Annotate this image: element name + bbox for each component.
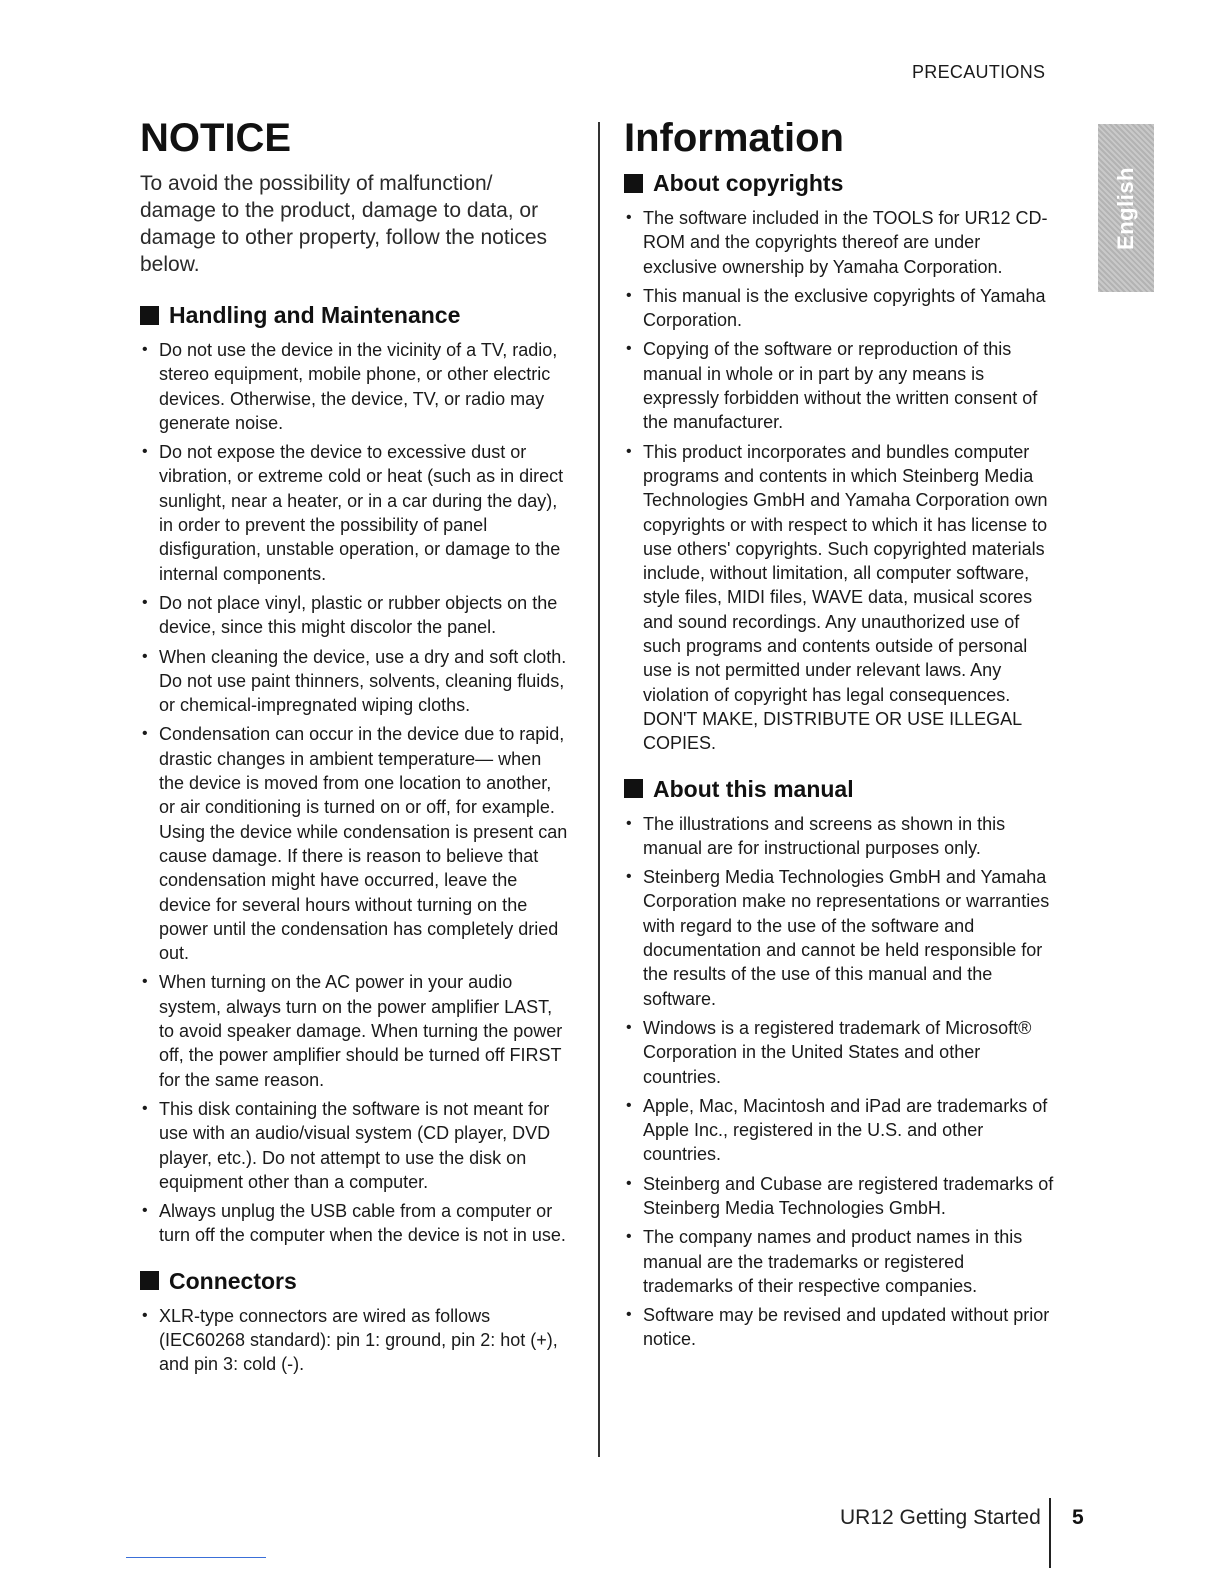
notice-intro: To avoid the possibility of malfunction/ damage to the product, damage to data, or damage to other property, follow the notices below.	[140, 172, 548, 276]
list-item: • When turning on the AC power in your audio system, always turn on the power amplifier LAST, to avoid speaker damage. When turning the power off, the power amplifier should be turned off FIRST for the same reason.	[140, 970, 570, 1091]
heading-square-icon	[140, 306, 159, 325]
list-item: • Steinberg and Cubase are registered trademarks of Steinberg Media Technologies GmbH.	[624, 1172, 1054, 1221]
notice-title: NOTICE	[140, 116, 292, 160]
list-item: • XLR-type connectors are wired as follows (IEC60268 standard): pin 1: ground, pin 2: hot (+), and pin 3: cold (-).	[140, 1304, 570, 1377]
copyrights-heading-text: About copyrights	[653, 170, 844, 196]
manual-heading	[624, 774, 1054, 804]
connectors-list	[140, 1304, 570, 1377]
connectors-heading-text: Connectors	[169, 1267, 297, 1294]
list-item: • Do not place vinyl, plastic or rubber objects on the device, since this might discolor the panel.	[140, 591, 570, 640]
language-tab	[1098, 124, 1154, 292]
manual-heading-text: About this manual	[653, 775, 854, 802]
list-item: • The illustrations and screens as shown in this manual are for instructional purposes only.	[624, 812, 1054, 861]
handling-heading	[140, 300, 570, 330]
footer-divider	[1049, 1498, 1051, 1568]
list-item: • Do not use the device in the vicinity of a TV, radio, stereo equipment, mobile phone, or other electric devices. Otherwise, the device, TV, or radio may generate noise.	[140, 338, 570, 435]
column-divider	[598, 122, 600, 1457]
list-item: • Windows is a registered trademark of Microsoft® Corporation in the United States and other countries.	[624, 1016, 1054, 1089]
list-item: • When cleaning the device, use a dry and soft cloth. Do not use paint thinners, solvents, cleaning fluids, or chemical-impregnated wiping cloths.	[140, 645, 570, 718]
list-item: • Always unplug the USB cable from a computer or turn off the computer when the device is not in use.	[140, 1199, 570, 1248]
copyrights-heading	[624, 168, 1054, 198]
language-tab-label: English	[1113, 166, 1138, 250]
heading-square-icon	[140, 1271, 159, 1290]
page-number: 5	[1072, 1506, 1084, 1529]
list-item: • This product incorporates and bundles computer programs and contents in which Steinberg Media Technologies GmbH and Yamaha Corporation own copyrights or with respect to which it has license to use others' copyrights. Such copyrighted materials include, without limitation, all computer software, style files, MIDI files, WAVE data, musical scores and sound recordings. Any unauthorized use of such programs and contents outside of personal use is not permitted under relevant laws. Any violation of copyright has legal consequences. DON'T MAKE, DISTRIBUTE OR USE ILLEGAL COPIES.	[624, 440, 1054, 756]
heading-square-icon	[624, 779, 643, 798]
heading-square-icon	[624, 174, 643, 193]
list-item: • Do not expose the device to excessive dust or vibration, or extreme cold or heat (such as in direct sunlight, near a heater, or in a car during the day), in order to prevent the possibility of panel disfiguration, unstable operation, or damage to the internal components.	[140, 440, 570, 586]
information-title: Information	[624, 116, 844, 160]
handling-heading-text: Handling and Maintenance	[169, 302, 461, 328]
list-item: • Copying of the software or reproduction of this manual in whole or in part by any means is expressly forbidden without the written consent of the manufacturer.	[624, 337, 1054, 434]
list-item: • Software may be revised and updated without prior notice.	[624, 1303, 1054, 1352]
list-item: • This manual is the exclusive copyrights of Yamaha Corporation.	[624, 284, 1054, 333]
list-item: • Steinberg Media Technologies GmbH and Yamaha Corporation make no representations or warranties with regard to the use of the software and documentation and cannot be held responsible for the results of the use of this manual and the software.	[624, 865, 1054, 1011]
manual-list	[624, 812, 1054, 1352]
bottom-rule	[126, 1557, 266, 1558]
list-item: • Apple, Mac, Macintosh and iPad are trademarks of Apple Inc., registered in the U.S. and other countries.	[624, 1094, 1054, 1167]
list-item: • The software included in the TOOLS for UR12 CD-ROM and the copyrights thereof are under exclusive ownership by Yamaha Corporation.	[624, 206, 1054, 279]
list-item: • Condensation can occur in the device due to rapid, drastic changes in ambient temperature— when the device is moved from one location to another, or air conditioning is turned on or off, for example. Using the device while condensation is present can cause damage. If there is reason to believe that condensation might have occurred, leave the device for several hours without turning on the power until the condensation has completely dried out.	[140, 722, 570, 965]
copyrights-list	[624, 206, 1054, 756]
list-item: • The company names and product names in this manual are the trademarks or registered trademarks of their respective companies.	[624, 1225, 1054, 1298]
right-column	[624, 112, 1054, 1357]
connectors-heading	[140, 1266, 570, 1296]
left-column	[140, 112, 570, 1382]
running-header: PRECAUTIONS	[912, 62, 1046, 82]
footer-title: UR12 Getting Started	[840, 1506, 1041, 1529]
handling-list	[140, 338, 570, 1248]
list-item: • This disk containing the software is not meant for use with an audio/visual system (CD player, DVD player, etc.). Do not attempt to use the disk on equipment other than a computer.	[140, 1097, 570, 1194]
